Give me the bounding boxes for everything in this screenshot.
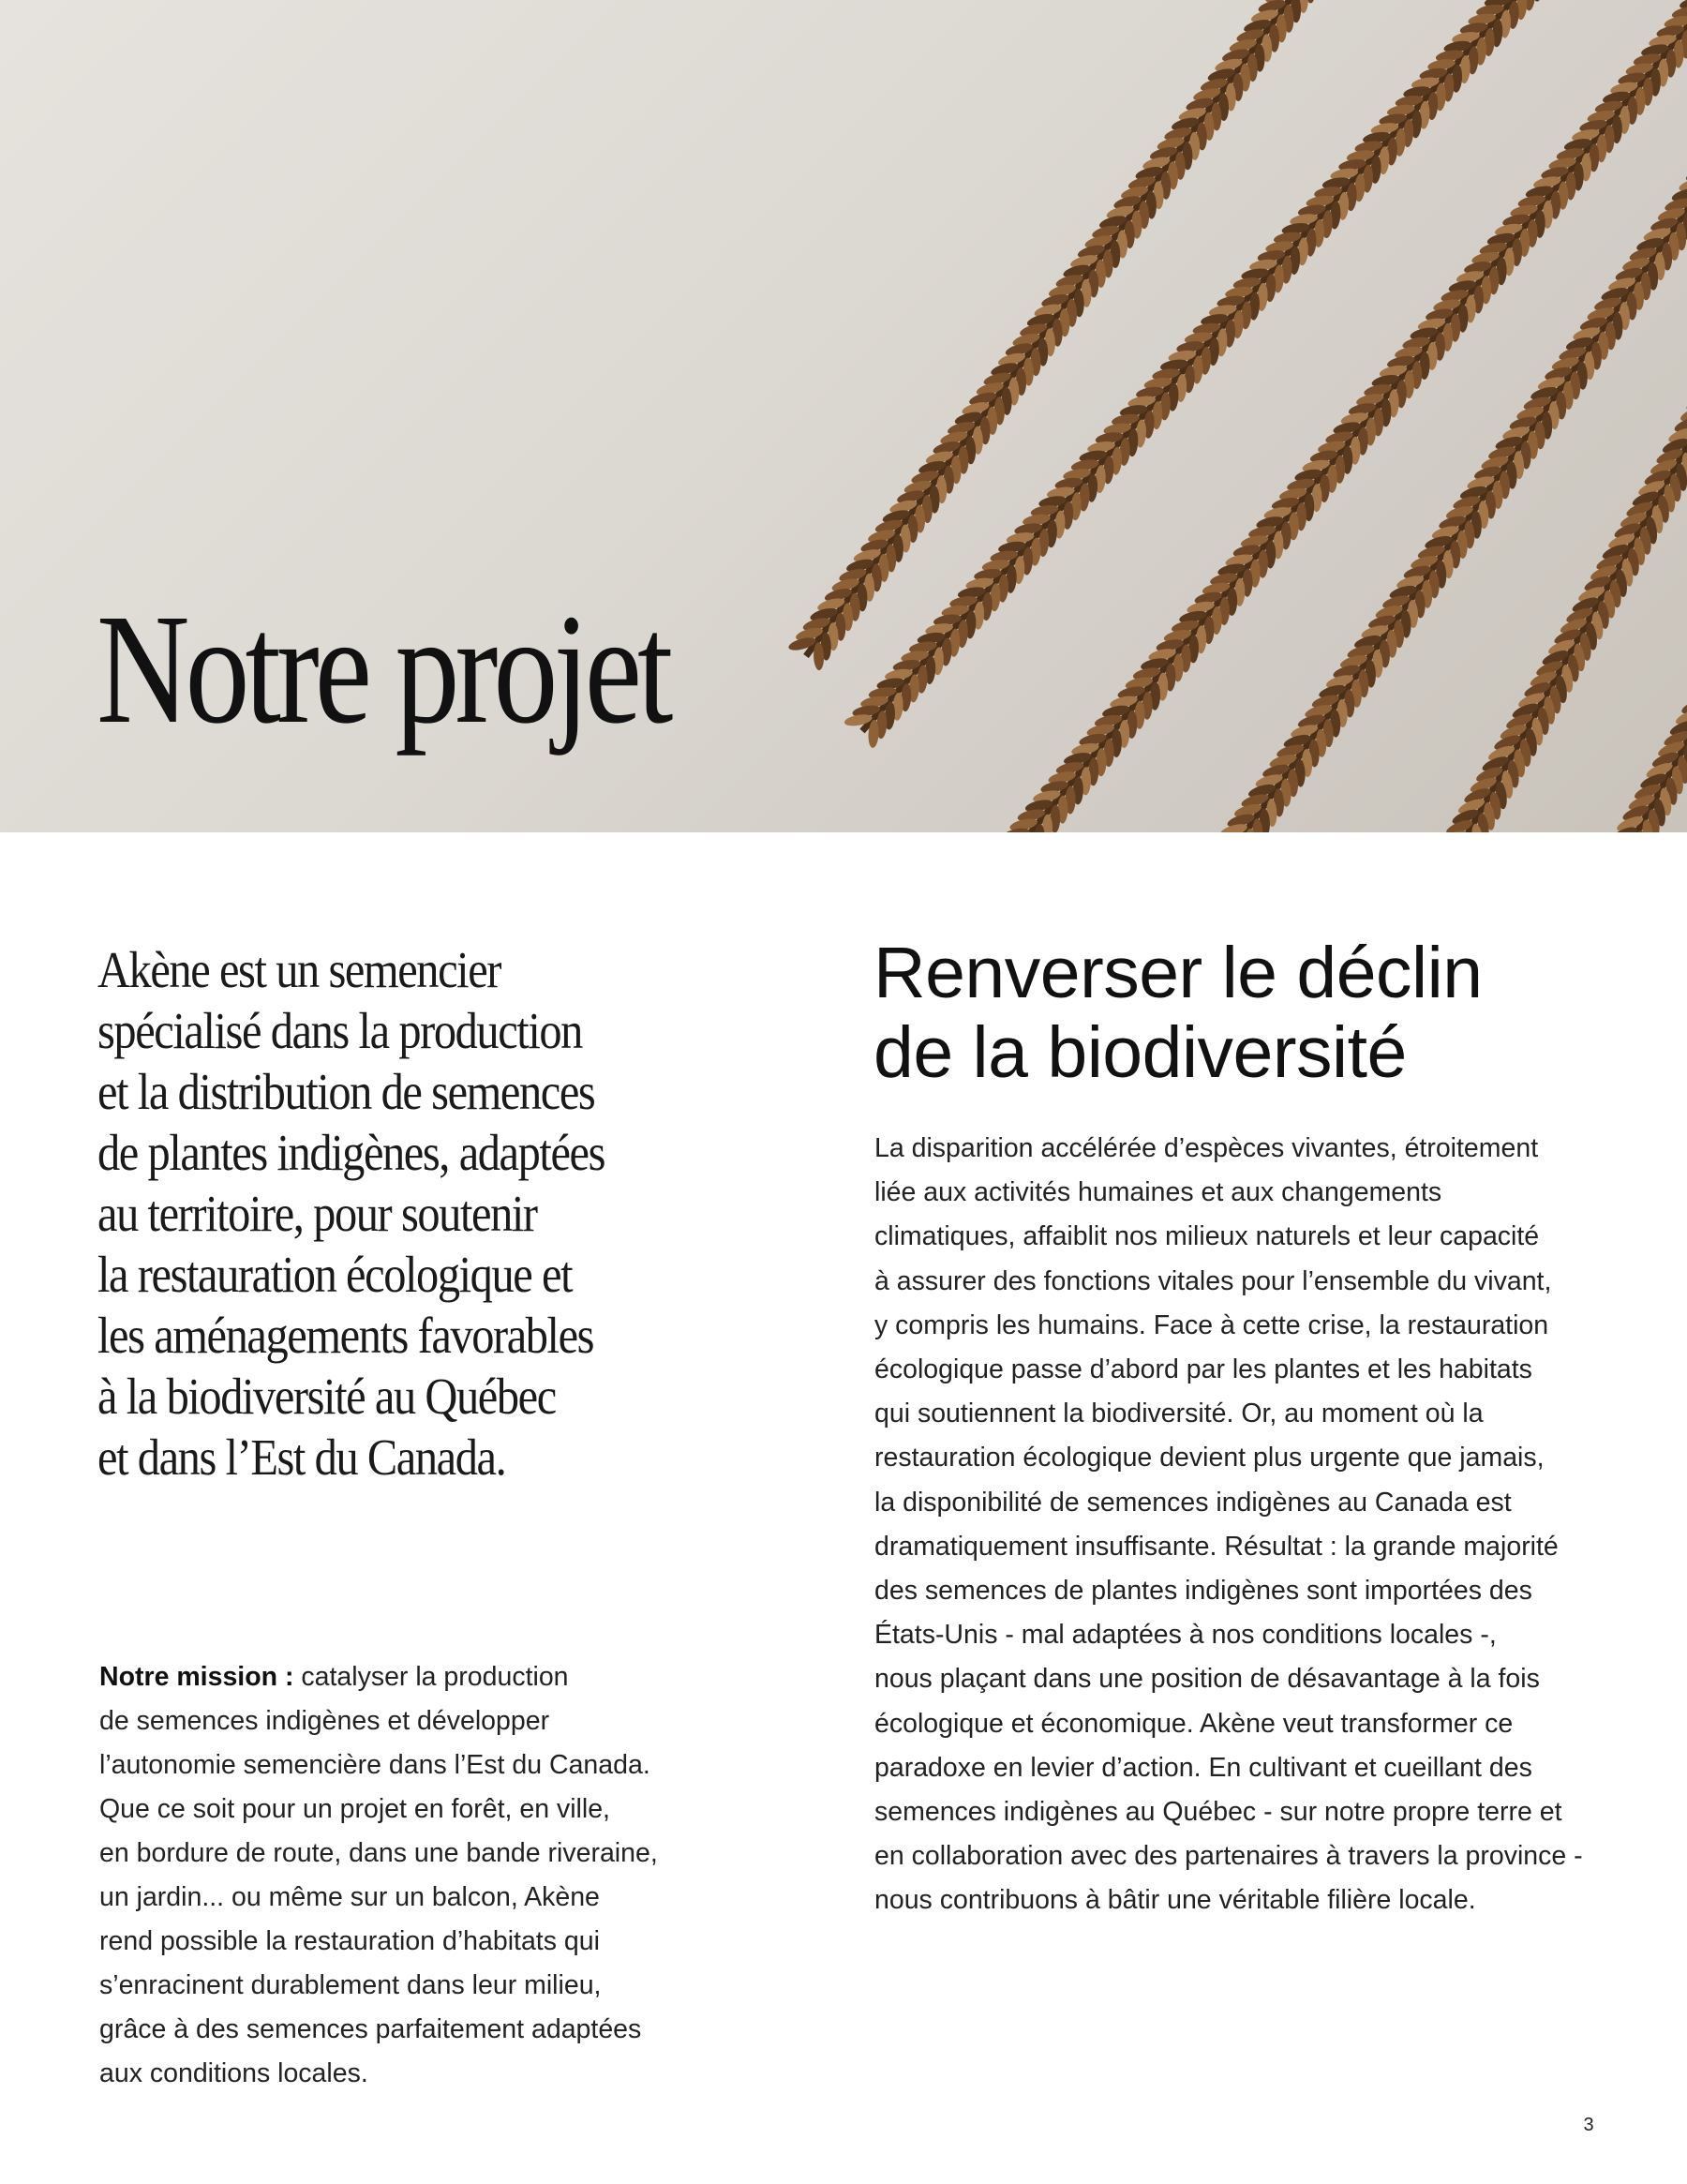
- mission-text: catalyser la production de semences indigènes et développer l’autonomie semencière dans l’Est du Canada. Que ce soit pour un projet en forêt, en ville, en bordure de route, dans une bande riveraine, un jardin... ou même sur un balcon, Akène rend possible la restauration d’habitats qui s’enracinent durablement dans leur milieu, grâce à des semences parfaitement adaptées aux conditions locales.: [99, 1662, 658, 2088]
- intro-paragraph: Akène est un semencier spécialisé dans la production et la distribution de semences de plantes indigènes, adaptées au territoire, pour soutenir la restauration écologique et les aménagements favorables à la biodiversité au Québec et dans l’Est du Canada.: [97, 941, 605, 1486]
- hero-banner: [0, 0, 1687, 832]
- section-heading: Renverser le déclin de la biodiversité: [873, 933, 1483, 1093]
- page-number: 3: [1583, 2115, 1594, 2135]
- page-title: Notre projet: [97, 582, 669, 756]
- mission-label: Notre mission :: [99, 1662, 294, 1692]
- mission-paragraph: [99, 1655, 671, 2096]
- section-body: La disparition accélérée d’espèces vivantes, étroitement liée aux activités humaines et aux changements climatiques, affaiblit nos milieux naturels et leur capacité à assurer des fonctions vitales pour l’ensemble du vivant, y compris les humains. Face à cette crise, la restauration écologique passe d’abord par les plantes et les habitats qui soutiennent la biodiversité. Or, au moment où la restauration écologique devient plus urgente que jamais, la disponibilité de semences indigènes au Canada est dramatiquement insuffisante. Résultat : la grande majorité des semences de plantes indigènes sont importées des États-Unis - mal adaptées à nos conditions locales -, nous plaçant dans une position de désavantage à la fois écologique et économique. Akène veut transformer ce paradoxe en levier d’action. En cultivant et cueillant des semences indigènes au Québec - sur notre propre terre et en collaboration avec des partenaires à travers la province - nous contribuons à bâtir une véritable filière locale.: [874, 1133, 1583, 1916]
- seedhead-stalk: [1439, 266, 1687, 832]
- seedhead-stalk: [1218, 116, 1687, 832]
